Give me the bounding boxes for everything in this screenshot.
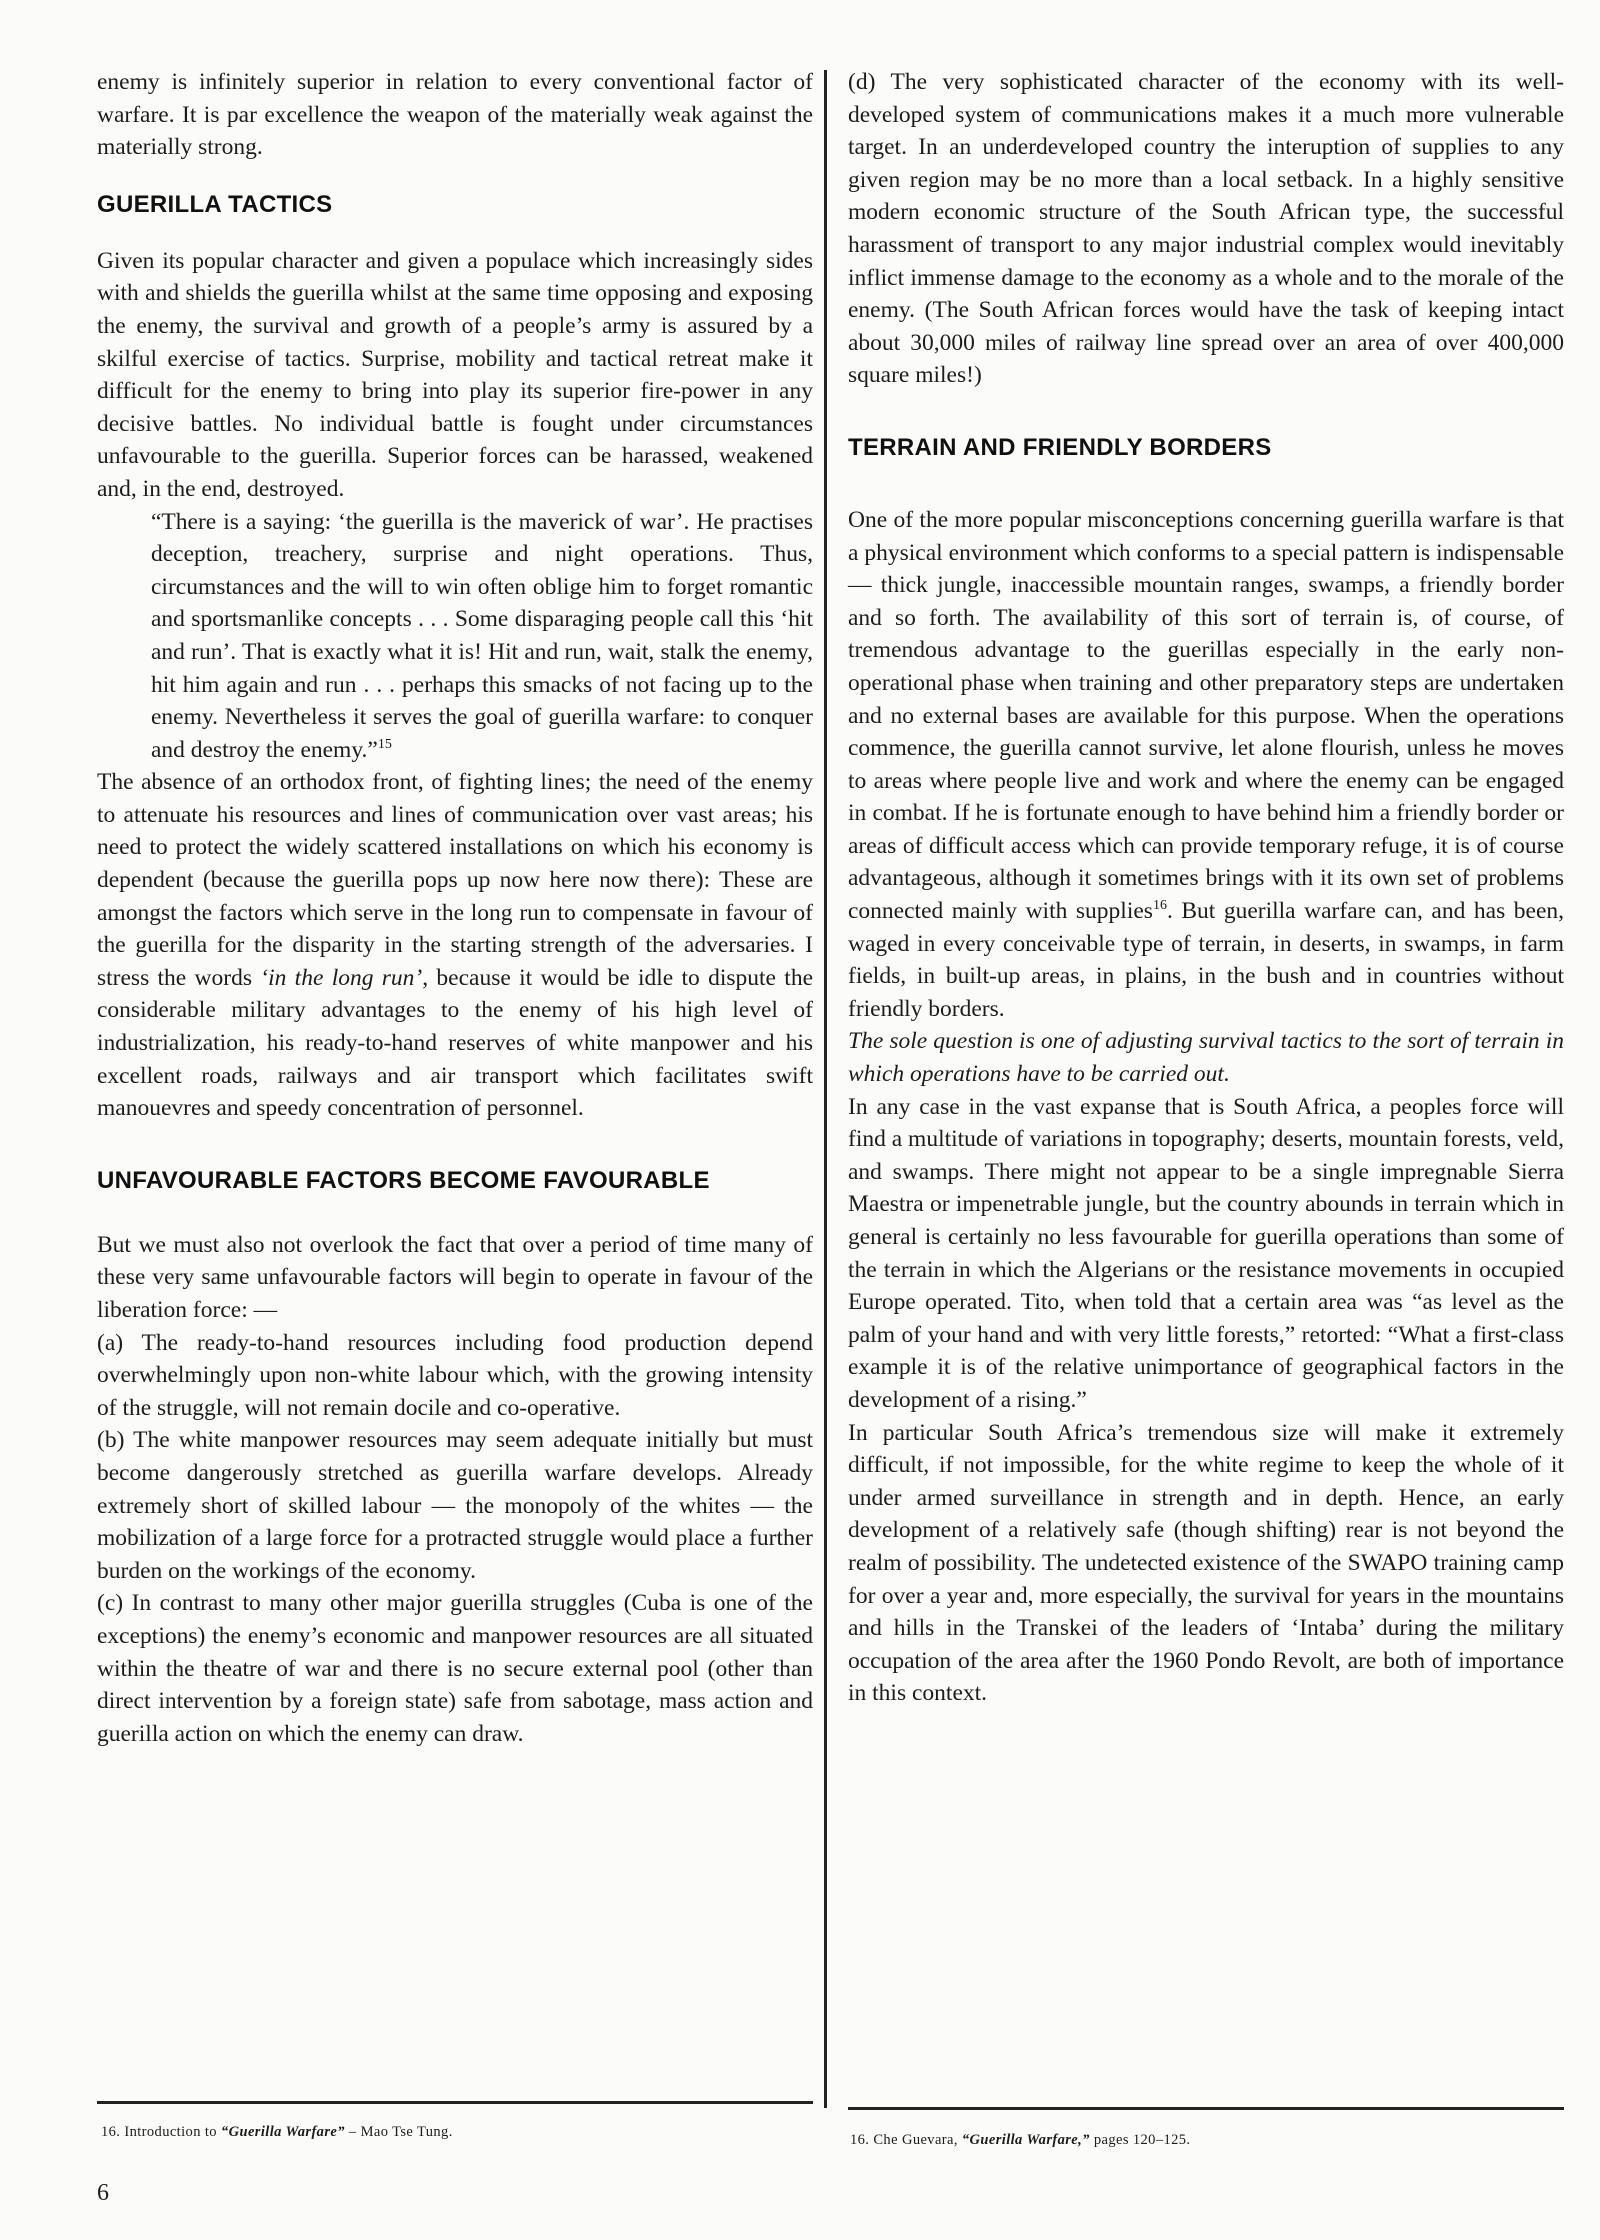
left-footnote-rule — [97, 2101, 813, 2104]
guevara-quote — [151, 506, 813, 767]
footnote-ref-16: 16 — [1152, 898, 1167, 914]
left-footnote-number: 16. — [101, 2124, 121, 2140]
point-b-paragraph: (b) The white manpower resources may seem adequate initially but must become dangerously stretched as guerilla warfare develops. Already extremely short of skilled labour — the monopoly of the whites — the mobilization of a large force for a protracted struggle would place a further burden on the workings of the economy. — [97, 1427, 813, 1584]
misconceptions-text-a: One of the more popular misconceptions concerning guerilla warfare is that a physical environment which conforms to a special pattern is indispensable — thick jungle, inaccessible mountain ranges, swamps, a friendly border and so forth. The availability of this sort of terrain is, of course, of tremendous advantage to the guerillas especially in the early non-operational phase when training and other preparatory steps are undertaken and no external bases are available for this purpose. When the operations commence, the guerilla cannot survive, let alone flourish, unless he moves to areas where people live and work and where the enemy can be engaged in combat. If he is fortunate enough to have behind him a friendly border or areas of difficult access which can provide temporary refuge, it is of course advantageous, although it sometimes brings with it its own set of problems connected mainly with supplies — [848, 506, 1564, 925]
right-footnote-rule — [848, 2107, 1564, 2110]
vast-expanse-paragraph: In any case in the vast expanse that is South Africa, a peoples force will find a multitude of variations in topography; deserts, mountain forests, veld, and swamps. There might not appear to be a single impregnable Sierra Maestra or impenetrable jungle, but the country abounds in terrain which in general is certainly no less favourable for guerilla operations than some of the terrain in which the Algerians or the resistance movements in occupied Europe operated. Tito, when told that a certain area was “as level as the palm of your hand and with very little forests,” retorted: “What a first-class example it is of the relative unimportance of geographical factors in the development of a rising.” — [848, 1093, 1564, 1413]
column-divider — [824, 70, 827, 2108]
left-column — [97, 66, 813, 1750]
right-footnote-pre: Che Guevara, — [873, 2132, 958, 2148]
left-footnote — [101, 2124, 453, 2141]
front-paragraph-text-b: , because it would be idle to dispute the considerable military advantages to the enemy of his high level of industrialization, his ready-to-hand reserves of white manpower and his excellent roads, railways and air transport which facilitates swift manouevres and speedy concentration of personnel. — [97, 964, 813, 1122]
left-footnote-pre: Introduction to — [124, 2124, 217, 2140]
point-c-paragraph: (c) In contrast to many other major guerilla struggles (Cuba is one of the exceptions) the enemy’s economic and manpower resources are all situated within the theatre of war and there is no secure external pool (other than direct intervention by a foreign state) safe from sabotage, mass action and guerilla action on which the enemy can draw. — [97, 1590, 813, 1747]
overlook-paragraph: But we must also not overlook the fact that over a period of time many of these very same unfavourable factors will begin to operate in favour of the liberation force: — — [97, 1231, 813, 1323]
quote-text: “There is a saying: ‘the guerilla is the maverick of war’. He practises deception, treachery, surprise and night operations. Thus, circumstances and the will to win often oblige him to forget romantic and sportsmanlike concepts . . . Some disparaging people call this ‘hit and run’. That is exactly what it is! Hit and run, wait, stalk the enemy, hit him again and run . . . perhaps this smacks of not facing up to the enemy. Nevertheless it serves the goal of guerilla warfare: to conquer and destroy the enemy.” — [151, 508, 813, 763]
point-d-paragraph: (d) The very sophisticated character of the economy with its well-developed system of communications makes it a much more vulnerable target. In an underdeveloped country the interuption of supplies to any given region may be no more than a local setback. In a highly sensitive modern economic structure of the South African type, the successful harassment of transport to any major industrial complex would inevitably inflict immense damage to the economy as a whole and to the morale of the enemy. (The South African forces would have the task of keeping intact about 30,000 miles of railway line spread over an area of over 400,000 square miles!) — [848, 69, 1564, 389]
misconceptions-paragraph — [848, 504, 1564, 1026]
heading-unfavourable-factors: UNFAVOURABLE FACTORS BECOME FAVOURABLE — [97, 1166, 710, 1194]
long-run-emphasis: ‘in the long run’ — [260, 964, 423, 991]
point-a-paragraph: (a) The ready-to-hand resources including food production depend overwhelmingly upon non-white labour which, with the growing intensity of the struggle, will not remain docile and co-operative. — [97, 1329, 813, 1421]
intro-paragraph: enemy is infinitely superior in relation to every conventional factor of warfare. It is par excellence the weapon of the materially weak against the materially strong. — [97, 69, 813, 161]
right-footnote-number: 16. — [850, 2132, 870, 2148]
right-footnote-title: “Guerilla Warfare,” — [961, 2132, 1090, 2148]
right-footnote-post: pages 120–125. — [1093, 2132, 1191, 2148]
heading-terrain-borders: TERRAIN AND FRIENDLY BORDERS — [848, 433, 1272, 461]
left-footnote-title: “Guerilla Warfare” — [220, 2124, 345, 2140]
tactics-paragraph: Given its popular character and given a populace which increasingly sides with and shields the guerilla whilst at the same time opposing and exposing the enemy, the survival and growth of a people’s army is assured by a skilful exercise of tactics. Surprise, mobility and tactical retreat make it difficult for the enemy to bring into play its superior fire-power in any decisive battles. No individual battle is fought under circumstances unfavourable to the guerilla. Superior forces can be harassed, weakened and, in the end, destroyed. — [97, 247, 813, 502]
right-column — [848, 66, 1564, 1710]
left-footnote-post: – Mao Tse Tung. — [348, 2124, 453, 2140]
front-paragraph — [97, 766, 813, 1125]
sole-question-paragraph: The sole question is one of adjusting survival tactics to the sort of terrain in which operations have to be carried out. — [848, 1028, 1564, 1088]
front-paragraph-text-a: The absence of an orthodox front, of fighting lines; the need of the enemy to attenuate his resources and lines of communication over vast areas; his need to protect the widely scattered installations on which his economy is dependent (because the guerilla pops up now here now there): These are amongst the factors which serve in the long run to compensate in favour of the guerilla for the disparity in the starting strength of the adversaries. I stress the words — [97, 769, 813, 991]
misconceptions-text-b: . But guerilla warfare can, and has been, waged in every conceivable type of terrain, in deserts, in swamps, in farm fields, in built-up areas, in plains, in the bush and in countries without friendly borders. — [848, 898, 1564, 1022]
heading-guerilla-tactics: GUERILLA TACTICS — [97, 190, 333, 218]
right-footnote — [850, 2132, 1190, 2149]
footnote-ref-15: 15 — [377, 736, 392, 752]
tremendous-size-paragraph: In particular South Africa’s tremendous size will make it extremely difficult, if not impossible, for the white regime to keep the whole of it under armed surveillance in strength and in depth. Hence, an early development of a relatively safe (though shifting) rear is not beyond the realm of possibility. The undetected existence of the SWAPO training camp for over a year and, more especially, the survival for years in the mountains and hills in the Transkei of the leaders of ‘Intaba’ during the military occupation of the area after the 1960 Pondo Revolt, are both of importance in this context. — [848, 1419, 1564, 1707]
page-number: 6 — [97, 2180, 109, 2206]
